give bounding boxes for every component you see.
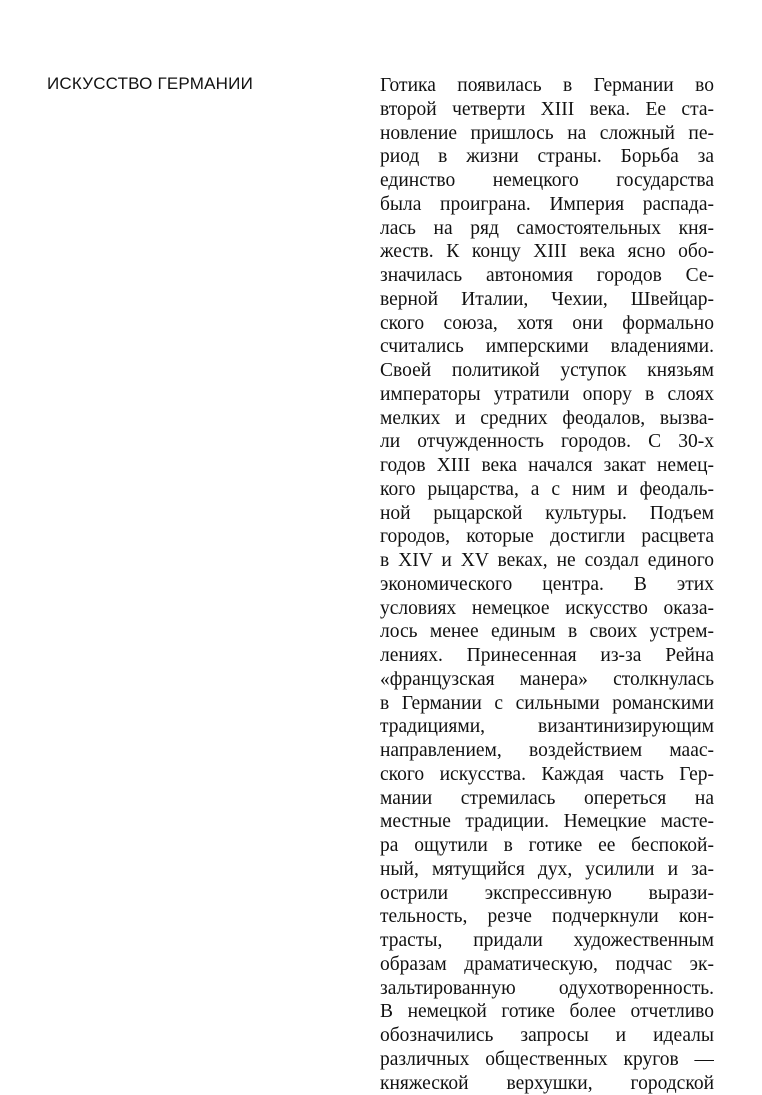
text-line: считались имперскими владениями.	[380, 335, 714, 359]
body-text-column	[380, 74, 714, 1095]
text-line: лось менее единым в своих устрем-	[380, 620, 714, 644]
text-line: В немецкой готике более отчетливо	[380, 1000, 714, 1024]
text-line: различных общественных кругов —	[380, 1048, 714, 1072]
text-line: традициями, византинизирующим	[380, 715, 714, 739]
text-line: кого рыцарства, а с ним и феодаль-	[380, 478, 714, 502]
text-line: мании стремилась опереться на	[380, 787, 714, 811]
text-line: была проиграна. Империя распада-	[380, 193, 714, 217]
text-line: ра ощутили в готике ее беспокой-	[380, 834, 714, 858]
text-line: «французская манера» столкнулась	[380, 668, 714, 692]
text-line: единство немецкого государства	[380, 169, 714, 193]
text-line: верной Италии, Чехии, Швейцар-	[380, 288, 714, 312]
text-line: риод в жизни страны. Борьба за	[380, 145, 714, 169]
text-line: значилась автономия городов Се-	[380, 264, 714, 288]
text-line: второй четверти XIII века. Ее ста-	[380, 98, 714, 122]
text-line: Готика появилась в Германии во	[380, 74, 714, 98]
text-line: зальтированную одухотворенность.	[380, 977, 714, 1001]
text-line: ского союза, хотя они формально	[380, 312, 714, 336]
text-line: новление пришлось на сложный пе-	[380, 122, 714, 146]
text-line: жеств. К концу XIII века ясно обо-	[380, 240, 714, 264]
text-line: Своей политикой уступок князьям	[380, 359, 714, 383]
text-line: городов, которые достигли расцвета	[380, 525, 714, 549]
text-line: тельность, резче подчеркнули кон-	[380, 905, 714, 929]
text-line: мелких и средних феодалов, вызва-	[380, 407, 714, 431]
text-line: императоры утратили опору в слоях	[380, 383, 714, 407]
section-heading: ИСКУССТВО ГЕРМАНИИ	[47, 74, 253, 94]
text-line: направлением, воздействием маас-	[380, 739, 714, 763]
text-line: ского искусства. Каждая часть Гер-	[380, 763, 714, 787]
text-line: ли отчужденность городов. С 30-х	[380, 430, 714, 454]
text-line: условиях немецкое искусство оказа-	[380, 597, 714, 621]
text-line: экономического центра. В этих	[380, 573, 714, 597]
text-line: трасты, придали художественным	[380, 929, 714, 953]
text-line: ный, мятущийся дух, усилили и за-	[380, 858, 714, 882]
text-line: ной рыцарской культуры. Подъем	[380, 502, 714, 526]
text-line: в XIV и XV веках, не создал единого	[380, 549, 714, 573]
text-line: обозначились запросы и идеалы	[380, 1024, 714, 1048]
text-line: местные традиции. Немецкие масте-	[380, 810, 714, 834]
text-line: лениях. Принесенная из-за Рейна	[380, 644, 714, 668]
text-line: образам драматическую, подчас эк-	[380, 953, 714, 977]
text-line: княжеской верхушки, городской	[380, 1072, 714, 1095]
text-line: острили экспрессивную вырази-	[380, 882, 714, 906]
text-line: лась на ряд самостоятельных кня-	[380, 217, 714, 241]
text-line: годов XIII века начался закат немец-	[380, 454, 714, 478]
text-line: в Германии с сильными романскими	[380, 692, 714, 716]
